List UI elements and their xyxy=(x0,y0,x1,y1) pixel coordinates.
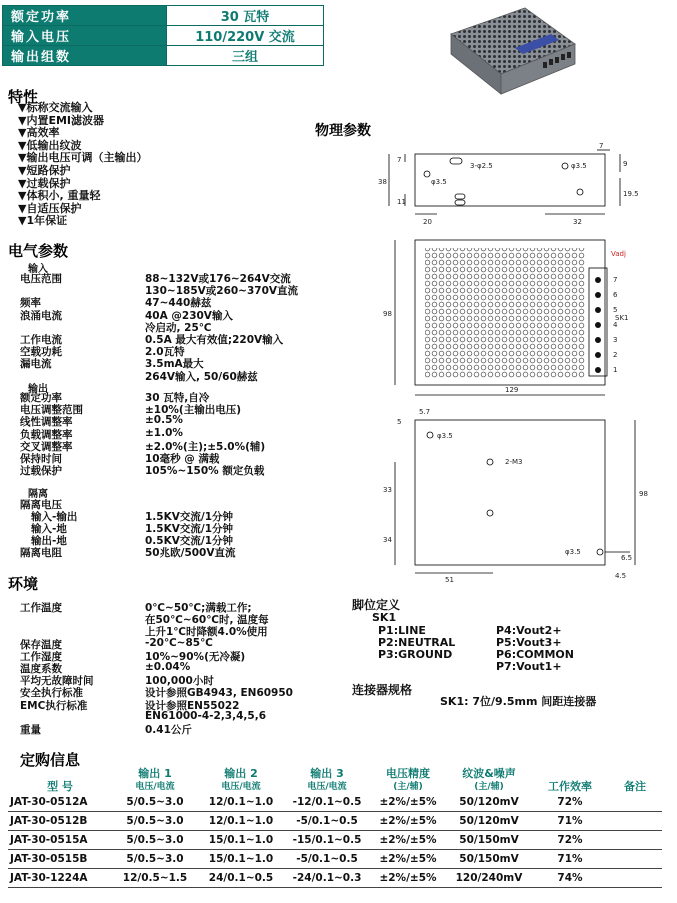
dim-label: 129 xyxy=(505,386,519,394)
header-row xyxy=(3,26,324,46)
column-header xyxy=(198,768,284,793)
dim-label: 20 xyxy=(423,218,432,226)
table-cell: 71% xyxy=(532,850,608,869)
order-table xyxy=(8,768,662,888)
pinout-title: 脚位定义 xyxy=(352,598,401,612)
table-cell: 72% xyxy=(532,831,608,850)
param-value: 0.5KV交流/1分钟 xyxy=(145,535,234,547)
table-cell: ±2%/±5% xyxy=(370,850,446,869)
table-row xyxy=(8,869,662,888)
table-cell xyxy=(608,831,662,850)
param-value: 10%~90%(无冷凝) xyxy=(145,650,246,663)
column-header xyxy=(532,768,608,793)
header-line: (主/辅) xyxy=(393,782,423,792)
param-value: 105%~150% 额定负载 xyxy=(145,465,265,478)
list-item: ▼自适压保护 xyxy=(18,201,82,215)
header-line: 电压精度 xyxy=(386,767,430,780)
dim-label: 7 xyxy=(397,156,402,164)
dim-label: 34 xyxy=(383,536,392,544)
header-key: 额定功率 xyxy=(3,6,167,26)
table-cell: 50/120mV xyxy=(446,793,532,812)
order-table-body xyxy=(8,793,662,888)
param-label: 安全执行标准 xyxy=(20,687,83,700)
dim-label: 98 xyxy=(383,310,392,318)
table-cell: 5/0.5~3.0 xyxy=(112,793,198,812)
dim-label: 4.5 xyxy=(615,572,627,580)
param-value: 50兆欧/500V直流 xyxy=(145,547,236,559)
table-cell xyxy=(608,812,662,831)
input-subtitle: 输入 xyxy=(28,264,48,275)
electrical-title: 电气参数 xyxy=(8,242,69,260)
dim-label: 32 xyxy=(573,218,582,226)
param-label: 空载功耗 xyxy=(20,346,62,359)
table-cell: ±2%/±5% xyxy=(370,812,446,831)
pin-number: 6 xyxy=(613,291,618,299)
column-header xyxy=(112,768,198,793)
param-value: 0.41公斤 xyxy=(145,724,192,736)
table-cell: 50/150mV xyxy=(446,850,532,869)
param-label: 隔离电压 xyxy=(20,499,62,511)
order-title: 定购信息 xyxy=(20,751,81,769)
param-label: 漏电流 xyxy=(20,358,52,371)
pin-number: 1 xyxy=(613,366,618,374)
header-line: 输出 1 xyxy=(138,767,172,780)
column-header xyxy=(8,768,112,793)
header-row xyxy=(3,6,324,26)
param-value: 3.5mA最大 xyxy=(145,358,204,371)
param-value: 0℃~50℃;满载工作; xyxy=(145,602,252,614)
header-key: 输出组数 xyxy=(3,46,167,66)
param-value: EN61000-4-2,3,4,5,6 xyxy=(145,709,266,722)
param-label: 输入-输出 xyxy=(20,511,78,523)
param-value: 设计参照EN55022 xyxy=(145,699,240,712)
table-cell: 15/0.1~1.0 xyxy=(198,850,284,869)
param-label: 浪涌电流 xyxy=(20,309,62,322)
pin-def: P2:NEUTRAL xyxy=(378,636,456,649)
param-value: ±0.5% xyxy=(145,414,183,427)
dim-label: 3-φ2.5 xyxy=(470,162,493,170)
environment-title: 环境 xyxy=(8,575,39,593)
table-cell: 120/240mV xyxy=(446,869,532,888)
pin-def: P4:Vout2+ xyxy=(496,624,562,637)
param-label: 交叉调整率 xyxy=(20,440,73,453)
param-value: 47~440赫兹 xyxy=(145,297,212,310)
table-cell: 12/0.1~1.0 xyxy=(198,812,284,831)
param-label: 工作电流 xyxy=(20,334,62,346)
pin-number: 2 xyxy=(613,351,618,359)
dim-label: 33 xyxy=(383,486,392,494)
dim-label: SK1 xyxy=(615,314,629,322)
table-cell: JAT-30-0512B xyxy=(8,812,112,831)
param-value: ±10%(主输出电压) xyxy=(145,404,242,417)
pin-def: P6:COMMON xyxy=(496,648,574,661)
param-label: 负载调整率 xyxy=(20,428,73,441)
param-label: 工作湿度 xyxy=(20,650,62,663)
table-cell xyxy=(608,850,662,869)
features-title: 特性 xyxy=(8,88,39,106)
param-label: 频率 xyxy=(20,297,41,310)
table-row xyxy=(8,831,662,850)
table-cell: 5/0.5~3.0 xyxy=(112,812,198,831)
table-header-row xyxy=(8,768,662,793)
table-cell: -24/0.1~0.3 xyxy=(284,869,370,888)
param-label: 保存温度 xyxy=(20,638,62,651)
product-photo xyxy=(447,4,579,100)
param-value: 40A @230V输入 xyxy=(145,309,233,322)
header-value: 三组 xyxy=(167,46,324,66)
table-row xyxy=(8,793,662,812)
table-cell: JAT-30-0515B xyxy=(8,850,112,869)
param-value: 1.5KV交流/1分钟 xyxy=(145,523,234,535)
param-label: 电压调整范围 xyxy=(20,404,83,417)
column-header xyxy=(608,768,662,793)
list-item: ▼过载保护 xyxy=(18,176,71,190)
header-line: 输出 3 xyxy=(310,767,344,780)
param-label: 温度系数 xyxy=(20,663,62,675)
table-cell: 50/150mV xyxy=(446,831,532,850)
pin-number: 5 xyxy=(613,306,618,314)
table-cell: 71% xyxy=(532,812,608,831)
pin-number: 3 xyxy=(613,336,618,344)
dim-label: 5.7 xyxy=(419,408,431,416)
dim-label: φ3.5 xyxy=(571,162,587,170)
table-cell: 12/0.1~1.0 xyxy=(198,793,284,812)
table-cell: 15/0.1~1.0 xyxy=(198,831,284,850)
param-label: 工作温度 xyxy=(20,602,62,614)
list-item: ▼标称交流输入 xyxy=(18,101,93,114)
table-cell: -5/0.1~0.5 xyxy=(284,812,370,831)
dim-label: 19.5 xyxy=(623,190,639,198)
param-label: 输出-地 xyxy=(20,535,67,547)
param-value: 0.5A 最大有效值;220V输入 xyxy=(145,334,284,346)
table-cell: ±2%/±5% xyxy=(370,869,446,888)
table-cell: 50/120mV xyxy=(446,812,532,831)
table-cell: 72% xyxy=(532,793,608,812)
param-value: 2.0瓦特 xyxy=(145,346,185,359)
list-item: ▼低输出纹波 xyxy=(18,138,82,152)
table-cell: JAT-30-0512A xyxy=(8,793,112,812)
header-line: 电压/电流 xyxy=(307,782,347,792)
header-value: 110/220V 交流 xyxy=(167,26,324,46)
column-header xyxy=(370,768,446,793)
pin-def: P5:Vout3+ xyxy=(496,636,562,649)
param-value: ±0.04% xyxy=(145,661,191,673)
dim-label: 9 xyxy=(623,160,628,168)
param-value: 冷启动, 25℃ xyxy=(145,321,212,334)
pin-number: 4 xyxy=(613,321,618,329)
param-label: 线性调整率 xyxy=(20,416,73,429)
table-cell: -15/0.1~0.5 xyxy=(284,831,370,850)
pinout-sk: SK1 xyxy=(372,611,397,624)
dim-label: 11 xyxy=(397,198,406,206)
table-row xyxy=(8,812,662,831)
table-cell xyxy=(608,869,662,888)
param-label: 平均无故障时间 xyxy=(20,675,94,688)
header-key: 输入电压 xyxy=(3,26,167,46)
column-header xyxy=(446,768,532,793)
dim-label: 7 xyxy=(599,142,604,150)
spec-header-table xyxy=(2,5,324,66)
table-cell: ±2%/±5% xyxy=(370,831,446,850)
param-value: ±1.0% xyxy=(145,426,183,439)
table-cell: 5/0.5~3.0 xyxy=(112,831,198,850)
header-row xyxy=(3,46,324,66)
pin-number: 7 xyxy=(613,276,618,284)
dim-label: 38 xyxy=(378,178,387,186)
param-label: 过载保护 xyxy=(20,465,62,478)
header-value: 30 瓦特 xyxy=(167,6,324,26)
table-cell: 24/0.1~0.5 xyxy=(198,869,284,888)
table-cell: 5/0.5~3.0 xyxy=(112,850,198,869)
list-item: ▼短路保护 xyxy=(18,163,71,177)
physical-title: 物理参数 xyxy=(315,123,371,139)
param-value: 130~185V或260~370V直流 xyxy=(145,285,299,298)
list-item: ▼体积小, 重量轻 xyxy=(18,189,101,203)
connector-title: 连接器规格 xyxy=(352,683,413,697)
dim-label: φ3.5 xyxy=(437,432,453,440)
isolation-subtitle: 隔离 xyxy=(28,489,48,500)
param-value: 10毫秒 @ 满载 xyxy=(145,453,220,465)
param-label: 隔离电阻 xyxy=(20,547,62,559)
param-label: 电压范围 xyxy=(20,273,62,285)
param-value: ±2.0%(主);±5.0%(辅) xyxy=(145,440,266,453)
pin-def: P1:LINE xyxy=(378,624,426,637)
output-subtitle: 输出 xyxy=(28,384,48,395)
param-label: 输入-地 xyxy=(20,523,67,535)
header-line: 纹波&噪声 xyxy=(462,767,516,780)
dim-label: φ3.5 xyxy=(431,178,447,186)
list-item: ▼高效率 xyxy=(18,126,60,140)
dim-label: 98 xyxy=(639,490,648,498)
header-line: 输出 2 xyxy=(224,767,258,780)
header-line: (主/辅) xyxy=(474,782,504,792)
list-item: ▼内置EMI滤波器 xyxy=(18,113,105,127)
header-line: 备注 xyxy=(624,780,646,793)
column-header xyxy=(284,768,370,793)
table-cell: JAT-30-1224A xyxy=(8,869,112,888)
dim-label: φ3.5 xyxy=(565,548,581,556)
header-line: 工作效率 xyxy=(548,780,592,793)
table-cell: 74% xyxy=(532,869,608,888)
param-value: 在50℃~60℃时, 温度每 xyxy=(145,614,269,627)
pin-def: P7:Vout1+ xyxy=(496,660,562,673)
param-value: 100,000小时 xyxy=(145,675,214,688)
header-line: 电压/电流 xyxy=(135,782,175,792)
list-item: ▼输出电压可调（主输出） xyxy=(18,151,148,165)
features-list xyxy=(18,102,147,228)
dim-label: Vadj xyxy=(611,250,626,258)
dim-label: 2-M3 xyxy=(505,458,523,466)
table-cell: -12/0.1~0.5 xyxy=(284,793,370,812)
table-cell: ±2%/±5% xyxy=(370,793,446,812)
header-line: 型 号 xyxy=(47,780,73,793)
dim-label: 51 xyxy=(445,576,454,584)
param-label: 保持时间 xyxy=(20,453,62,465)
table-cell: JAT-30-0515A xyxy=(8,831,112,850)
param-value: 1.5KV交流/1分钟 xyxy=(145,511,234,523)
connector-spec: SK1: 7位/9.5mm 间距连接器 xyxy=(440,695,597,708)
pin-def: P3:GROUND xyxy=(378,648,453,661)
param-value: 88~132V或176~264V交流 xyxy=(145,273,291,285)
param-value: 264V输入, 50/60赫兹 xyxy=(145,370,258,383)
dim-label: 5 xyxy=(397,418,402,426)
param-value: -20℃~85℃ xyxy=(145,636,213,649)
header-line: 电压/电流 xyxy=(221,782,261,792)
dim-label: 6.5 xyxy=(621,554,633,562)
param-label: 重量 xyxy=(20,724,41,736)
param-label: 额定功率 xyxy=(20,392,62,404)
table-row xyxy=(8,850,662,869)
table-cell: 12/0.5~1.5 xyxy=(112,869,198,888)
table-cell: -5/0.1~0.5 xyxy=(284,850,370,869)
param-value: 设计参照GB4943, EN60950 xyxy=(145,687,293,700)
list-item: ▼1年保证 xyxy=(18,214,68,228)
mechanical-drawing xyxy=(375,140,665,585)
param-value: 30 瓦特,自冷 xyxy=(145,392,210,404)
param-value: 上升1℃时降额4.0%使用 xyxy=(145,626,268,639)
table-cell xyxy=(608,793,662,812)
param-label: EMC执行标准 xyxy=(20,699,88,712)
